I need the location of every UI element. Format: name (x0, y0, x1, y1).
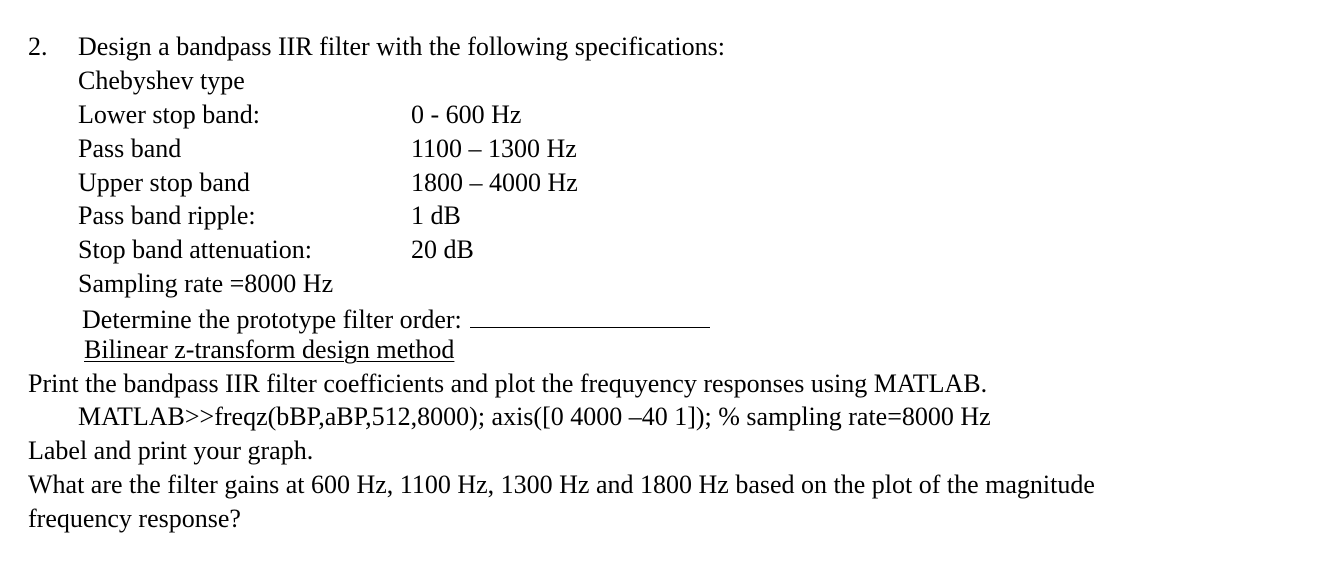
spec-value-pass-band: 1100 – 1300 Hz (411, 134, 577, 163)
design-method: Bilinear z-transform design method (84, 335, 455, 364)
spec-value-pass-band-ripple: 1 dB (411, 201, 461, 230)
spec-label-stop-band-attenuation: Stop band attenuation: (78, 235, 312, 264)
matlab-command: MATLAB>>freqz(bBP,aBP,512,8000); axis([0 4000 –40 1]); % sampling rate=8000 Hz (78, 402, 991, 431)
label-instruction: Label and print your graph. (28, 436, 314, 465)
order-prompt-line (82, 305, 710, 333)
spec-label-pass-band-ripple: Pass band ripple: (78, 201, 256, 230)
spec-label-lower-stop-band: Lower stop band: (78, 100, 260, 129)
spec-value-lower-stop-band: 0 - 600 Hz (411, 100, 522, 129)
gain-question-line-1: What are the filter gains at 600 Hz, 1100 Hz, 1300 Hz and 1800 Hz based on the plot of the magnitude (28, 470, 1095, 499)
problem-heading: Design a bandpass IIR filter with the following specifications: (78, 32, 725, 61)
gain-question-line-2: frequency response? (28, 504, 241, 533)
order-answer-blank (470, 305, 710, 328)
filter-type: Chebyshev type (78, 66, 245, 95)
spec-label-pass-band: Pass band (78, 134, 182, 163)
print-instruction: Print the bandpass IIR filter coefficients and plot the frequyency responses using MATLAB. (28, 369, 988, 398)
order-prompt: Determine the prototype filter order: (82, 305, 462, 334)
spec-value-upper-stop-band: 1800 – 4000 Hz (411, 168, 578, 197)
spec-label-upper-stop-band: Upper stop band (78, 168, 250, 197)
spec-value-stop-band-attenuation: 20 dB (411, 235, 474, 264)
sampling-rate: Sampling rate =8000 Hz (78, 269, 334, 298)
problem-number: 2. (28, 32, 48, 61)
